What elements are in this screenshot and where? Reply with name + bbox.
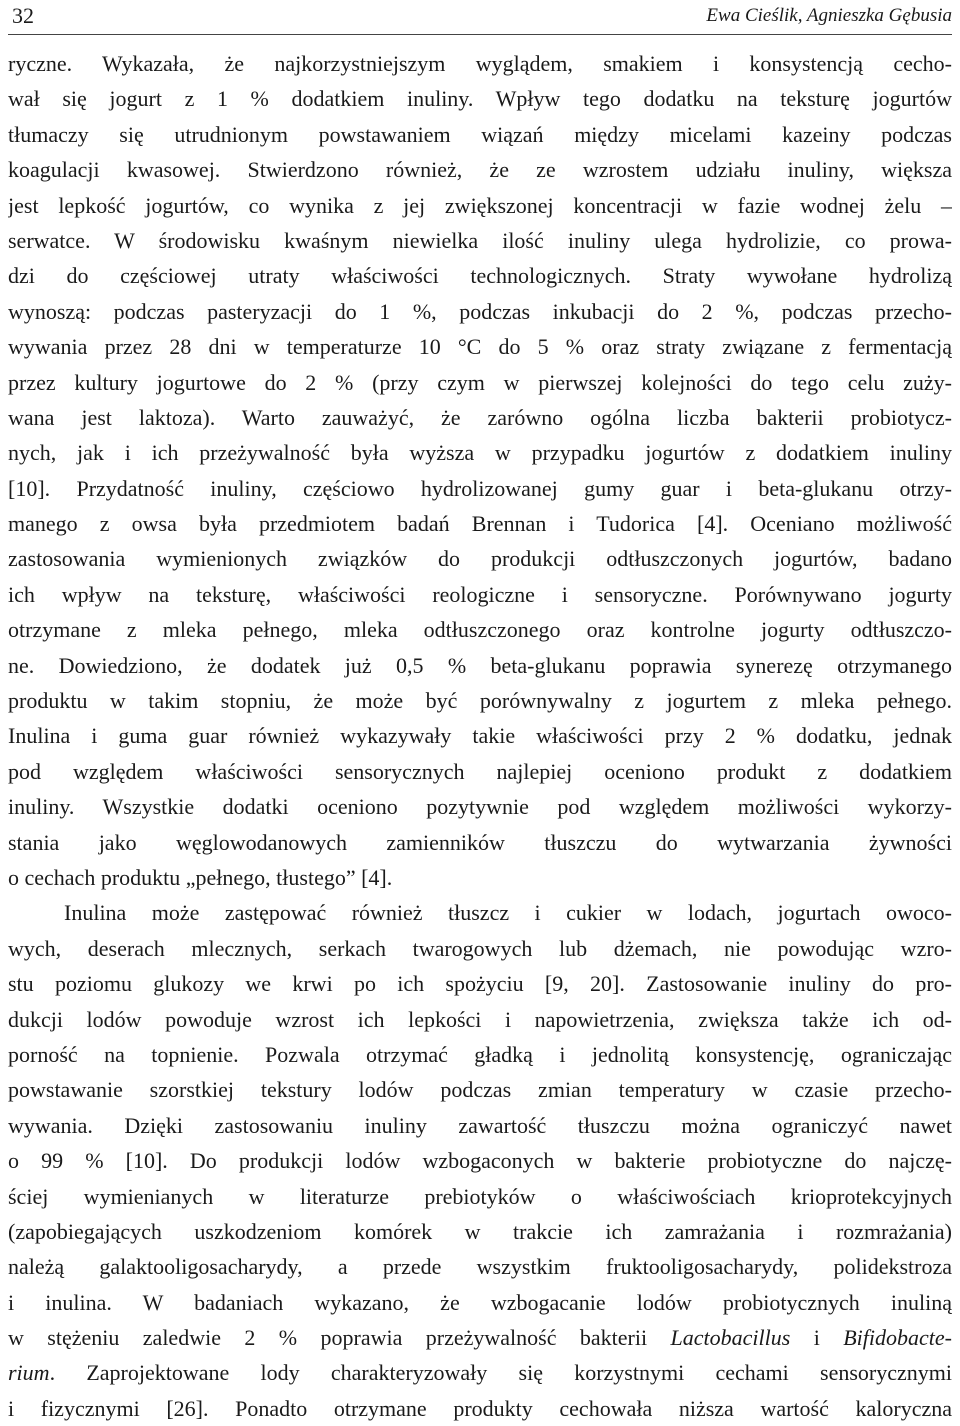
text-line: wał się jogurt z 1 % dodatkiem inuliny. Wpływ tego dodatku na teksturę jogurtów: [8, 86, 952, 112]
text-line: wana jest laktoza). Warto zauważyć, że zarówno ogólna liczba bakterii probiotycz-: [8, 404, 952, 430]
text-line: (zapobiegających uszkodzeniom komórek w trakcie ich zamrażania i rozmrażania): [8, 1218, 952, 1244]
genus-bifidobacterium-rest: rium: [8, 1360, 50, 1386]
text-line: tłumaczy się utrudnionym powstawaniem wiązań między micelami kazeiny podczas: [8, 121, 952, 147]
text-line: [10]. Przydatność inuliny, częściowo hydrolizowanej gumy guar i beta-glukanu otrzy-: [8, 475, 952, 501]
page-number: 32: [12, 3, 34, 28]
text-line: serwatce. W środowisku kwaśnym niewielka ilość inuliny ulega hydrolizie, co prowa-: [8, 227, 952, 253]
text-line: dukcji lodów powoduje wzrost ich lepkości i napowietrzenia, zwiększa także ich od-: [8, 1006, 952, 1032]
text-line: wywania przez 28 dni w temperaturze 10 °C do 5 % oraz straty związane z fermentacją: [8, 334, 952, 360]
text-line: otrzymane z mleka pełnego, mleka odtłuszczonego oraz kontrolne jogurty odtłuszczo-: [8, 617, 952, 643]
text-run-conjunction: i: [790, 1325, 844, 1351]
text-line: manego z owsa była przedmiotem badań Brennan i Tudorica [4]. Oceniano możliwość: [8, 511, 952, 537]
text-line: ściej wymienianych w literaturze prebiotyków o właściwościach krioprotekcyjnych: [8, 1183, 952, 1209]
text-line: porność na topnienie. Pozwala otrzymać gładką i jednolitą konsystencję, ograniczając: [8, 1041, 952, 1067]
text-run: . Zaprojektowane lody charakteryzowały się korzystnymi cechami sensorycznymi: [49, 1360, 952, 1386]
text-line: Inulina i guma guar również wykazywały takie właściwości przy 2 % dodatku, jednak: [8, 723, 952, 749]
text-line: przez kultury jogurtowe do 2 % (przy czym w pierwszej kolejności do tego celu zuży-: [8, 369, 952, 395]
text-line: powstawanie szorstkiej tekstury lodów podczas zmian temperatury w czasie przecho-: [8, 1077, 952, 1103]
text-line: o 99 % [10]. Do produkcji lodów wzbogaconych w bakterie probiotyczne do najczę-: [8, 1148, 952, 1174]
paragraph-start-line: Inulina może zastępować również tłuszcz i cukier w lodach, jogurtach owoco-: [64, 900, 952, 926]
text-line: należą galaktooligosacharydy, a przede wszystkim fruktooligosacharydy, polidekstroza: [8, 1254, 952, 1280]
text-line: wynoszą: podczas pasteryzacji do 1 %, podczas inkubacji do 2 %, podczas przecho-: [8, 298, 952, 324]
body-text: [8, 46, 952, 1426]
text-line: ne. Dowiedziono, że dodatek już 0,5 % beta-glukanu poprawia synerezę otrzymanego: [8, 652, 952, 678]
text-line: koagulacji kwasowej. Stwierdzono również, że ze wzrostem udziału inuliny, większa: [8, 157, 952, 183]
running-header: [8, 0, 952, 35]
text-line: inuliny. Wszystkie dodatki oceniono pozytywnie pod względem możliwości wykorzy-: [8, 794, 952, 820]
text-line: zastosowania wymienionych związków do produkcji odtłuszczonych jogurtów, badano: [8, 546, 952, 572]
text-line-with-italics: [8, 1355, 952, 1390]
text-line: i inulina. W badaniach wykazano, że wzbogacanie lodów probiotycznych inuliną: [8, 1289, 952, 1315]
text-line: stu poziomu glukozy we krwi po ich spożyciu [9, 20]. Zastosowanie inuliny do pro-: [8, 971, 952, 997]
genus-lactobacillus: Lactobacillus: [670, 1325, 791, 1351]
text-line: pod względem właściwości sensorycznych najlepiej oceniono produkt z dodatkiem: [8, 758, 952, 784]
text-line: produktu w takim stopniu, że może być porównywalny z jogurtem z mleka pełnego.: [8, 688, 952, 714]
text-line: wych, deserach mlecznych, serkach twarogowych lub dżemach, nie powodując wzro-: [8, 935, 952, 961]
text-line: nych, jak i ich przeżywalność była wyższa w przypadku jogurtów z dodatkiem inuliny: [8, 440, 952, 466]
text-line: ich wpływ na teksturę, właściwości reologiczne i sensoryczne. Porównywano jogurty: [8, 581, 952, 607]
text-line: jest lepkość jogurtów, co wynika z jej zwiększonej koncentracji w fazie wodnej żelu –: [8, 192, 952, 218]
genus-bifidobacterium-part: Bifidobacte-: [843, 1325, 952, 1351]
text-line: ryczne. Wykazała, że najkorzystniejszym wyglądem, smakiem i konsystencją cecho-: [8, 51, 952, 76]
running-head-authors: Ewa Cieślik, Agnieszka Gębusia: [706, 5, 952, 26]
text-line: i fizycznymi [26]. Ponadto otrzymane produkty cechowała niższa wartość kaloryczna: [8, 1395, 952, 1421]
text-line: dzi do częściowej utraty właściwości technologicznych. Straty wywołane hydrolizą: [8, 263, 952, 289]
text-line: wywania. Dzięki zastosowaniu inuliny zawartość tłuszczu można ograniczyć nawet: [8, 1112, 952, 1138]
text-run: w stężeniu zaledwie 2 % poprawia przeżywalność bakterii: [8, 1325, 671, 1351]
text-line: stania jako węglowodanowych zamienników tłuszczu do wytwarzania żywności: [8, 829, 952, 855]
text-line-with-italics: [8, 1320, 952, 1355]
paragraph-end-line: o cechach produktu „pełnego, tłustego” [4].: [8, 864, 393, 890]
